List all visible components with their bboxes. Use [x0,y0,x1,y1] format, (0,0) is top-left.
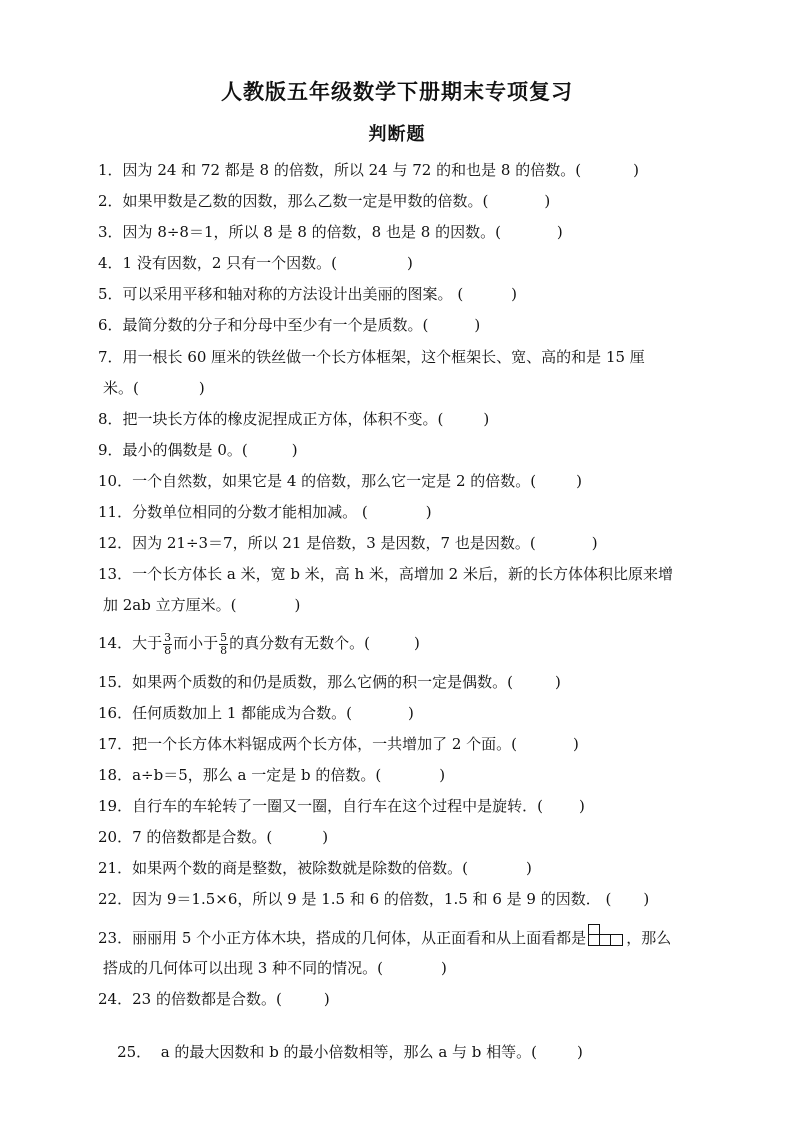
question-18 [98,765,708,785]
answer-close-paren: ) [413,634,420,652]
question-10 [98,471,708,491]
question-11 [98,502,708,522]
question-text: 23 的倍数都是合数。( [132,990,282,1008]
question-number: 23． [98,929,133,947]
question-text: 可以采用平移和轴对称的方法设计出美丽的图案。 ( [122,285,464,303]
question-text: a÷b＝5，那么 a 一定是 b 的倍数。( [132,766,382,784]
question-text: 一个长方体长 a 米，宽 b 米，高 h 米，高增加 2 米后，新的长方体体积比原来增 [132,565,673,583]
question-number: 25． [117,1043,152,1061]
question-number: 10． [98,472,133,490]
answer-close-paren: ) [407,254,413,272]
question-number: 13． [98,565,133,583]
section-title: 判断题 [368,124,426,145]
question-13 [98,564,708,584]
question-text-line2: 搭成的几何体可以出现 3 种不同的情况。( [103,959,383,977]
question-number: 24． [98,990,133,1008]
question-16 [98,703,708,723]
question-20 [98,827,708,847]
question-text: 7 的倍数都是合数。( [132,828,273,846]
answer-close-paren: ) [474,316,481,334]
question-number: 15． [98,673,133,691]
question-9 [98,440,708,460]
question-text: 如果甲数是乙数的因数，那么乙数一定是甲数的倍数。( [122,192,489,210]
question-number: 11． [98,503,133,521]
question-text: 丽丽用 5 个小正方体木块，搭成的几何体，从正面看和从上面看都是 [132,929,587,947]
answer-close-paren: ) [291,441,298,459]
question-number: 8． [98,410,123,428]
answer-close-paren: ) [556,223,563,241]
answer-close-paren: ) [591,534,598,552]
answer-close-paren: ) [643,890,650,908]
question-text: 最简分数的分子和分母中至少有一个是质数。( [122,316,429,334]
question-22 [98,889,708,909]
question-text: 因为 24 和 72 都是 8 的倍数，所以 24 与 72 的和也是 8 的倍数。( [122,161,582,179]
fraction-three-eighths: $\frac{3}{8}$ [164,630,172,657]
question-1 [98,160,708,180]
question-number: 9． [98,441,123,459]
question-text: 分数单位相同的分数才能相加减。 ( [132,503,368,521]
question-text: ，那么 [626,929,672,947]
question-17 [98,734,708,754]
question-number: 14． [98,634,133,652]
question-text: a 的最大因数和 b 的最小倍数相等，那么 a 与 b 相等。( [151,1043,538,1061]
question-text: 用一根长 60 厘米的铁丝做一个长方体框架，这个框架长、宽、高的和是 15 厘 [122,348,645,366]
question-text: 因为 21÷3＝7，所以 21 是倍数，3 是因数，7 也是因数。( [132,534,536,552]
answer-close-paren: ) [322,828,329,846]
question-text: 因为 8÷8＝1，所以 8 是 8 的倍数，8 也是 8 的因数。( [122,223,501,241]
question-8 [98,409,708,429]
question-21 [98,858,708,878]
three-square-view-icon [588,924,624,951]
question-14 [98,630,708,657]
question-13-line2 [103,595,713,615]
question-text: 如果两个数的商是整数，被除数就是除数的倍数。( [132,859,468,877]
answer-close-paren: ) [323,990,330,1008]
answer-close-paren: ) [440,959,447,977]
question-number: 7． [98,348,123,366]
question-number: 3． [98,223,123,241]
question-number: 2． [98,192,123,210]
question-text: 如果两个质数的和仍是质数，那么它俩的积一定是偶数。( [132,673,513,691]
question-number: 12． [98,534,133,552]
question-text: 因为 9＝1.5×6，所以 9 是 1.5 和 6 的倍数，1.5 和 6 是 9 的因数． ( [132,890,612,908]
answer-close-paren: ) [633,161,639,179]
question-number: 21． [98,859,133,877]
question-text: 自行车的车轮转了一圈又一圈，自行车在这个过程中是旋转．( [132,797,543,815]
question-text: 最小的偶数是 0。( [122,441,248,459]
answer-close-paren: ) [511,285,518,303]
page-title: 人教版五年级数学下册期末专项复习 [221,79,573,104]
question-15 [98,672,708,692]
answer-close-paren: ) [577,1043,583,1061]
answer-close-paren: ) [408,704,414,722]
question-number: 18． [98,766,133,784]
question-3 [98,222,708,242]
question-text-line2: 米。( [103,379,139,397]
answer-close-paren: ) [483,410,490,428]
question-2 [98,191,708,211]
answer-close-paren: ) [544,192,551,210]
question-text: 任何质数加上 1 都能成为合数。( [132,704,353,722]
answer-close-paren: ) [576,472,582,490]
question-19 [98,796,708,816]
question-text: 的真分数有无数个。( [229,634,370,652]
answer-close-paren: ) [425,503,432,521]
answer-close-paren: ) [578,797,585,815]
question-number: 4． [98,254,123,272]
question-number: 20． [98,828,133,846]
question-number: 19． [98,797,133,815]
question-7 [98,347,708,367]
question-5 [98,284,708,304]
question-12 [98,533,708,553]
question-text: 1 没有因数，2 只有一个因数。( [122,254,338,272]
question-text: 而小于 [173,634,219,652]
question-25 [98,1022,708,1082]
question-number: 22． [98,890,133,908]
question-number: 16． [98,704,133,722]
answer-close-paren: ) [573,735,579,753]
question-text: 大于 [132,634,163,652]
question-23-line2 [103,958,713,978]
answer-close-paren: ) [525,859,532,877]
question-6 [98,315,708,335]
question-text-line2: 加 2ab 立方厘米。( [103,596,237,614]
question-number: 17． [98,735,133,753]
answer-close-paren: ) [439,766,446,784]
question-23 [98,924,708,951]
question-24 [98,989,708,1009]
fraction-five-eighths: $\frac{5}{8}$ [220,630,228,657]
question-7-line2 [103,378,713,398]
question-number: 1． [98,161,123,179]
question-number: 6． [98,316,123,334]
answer-close-paren: ) [554,673,561,691]
question-number: 5． [98,285,123,303]
answer-close-paren: ) [294,596,301,614]
question-text: 把一个长方体木料锯成两个长方体，一共增加了 2 个面。( [132,735,518,753]
question-4 [98,253,708,273]
answer-close-paren: ) [198,379,205,397]
question-text: 一个自然数，如果它是 4 的倍数，那么它一定是 2 的倍数。( [132,472,537,490]
question-text: 把一块长方体的橡皮泥捏成正方体，体积不变。( [122,410,444,428]
